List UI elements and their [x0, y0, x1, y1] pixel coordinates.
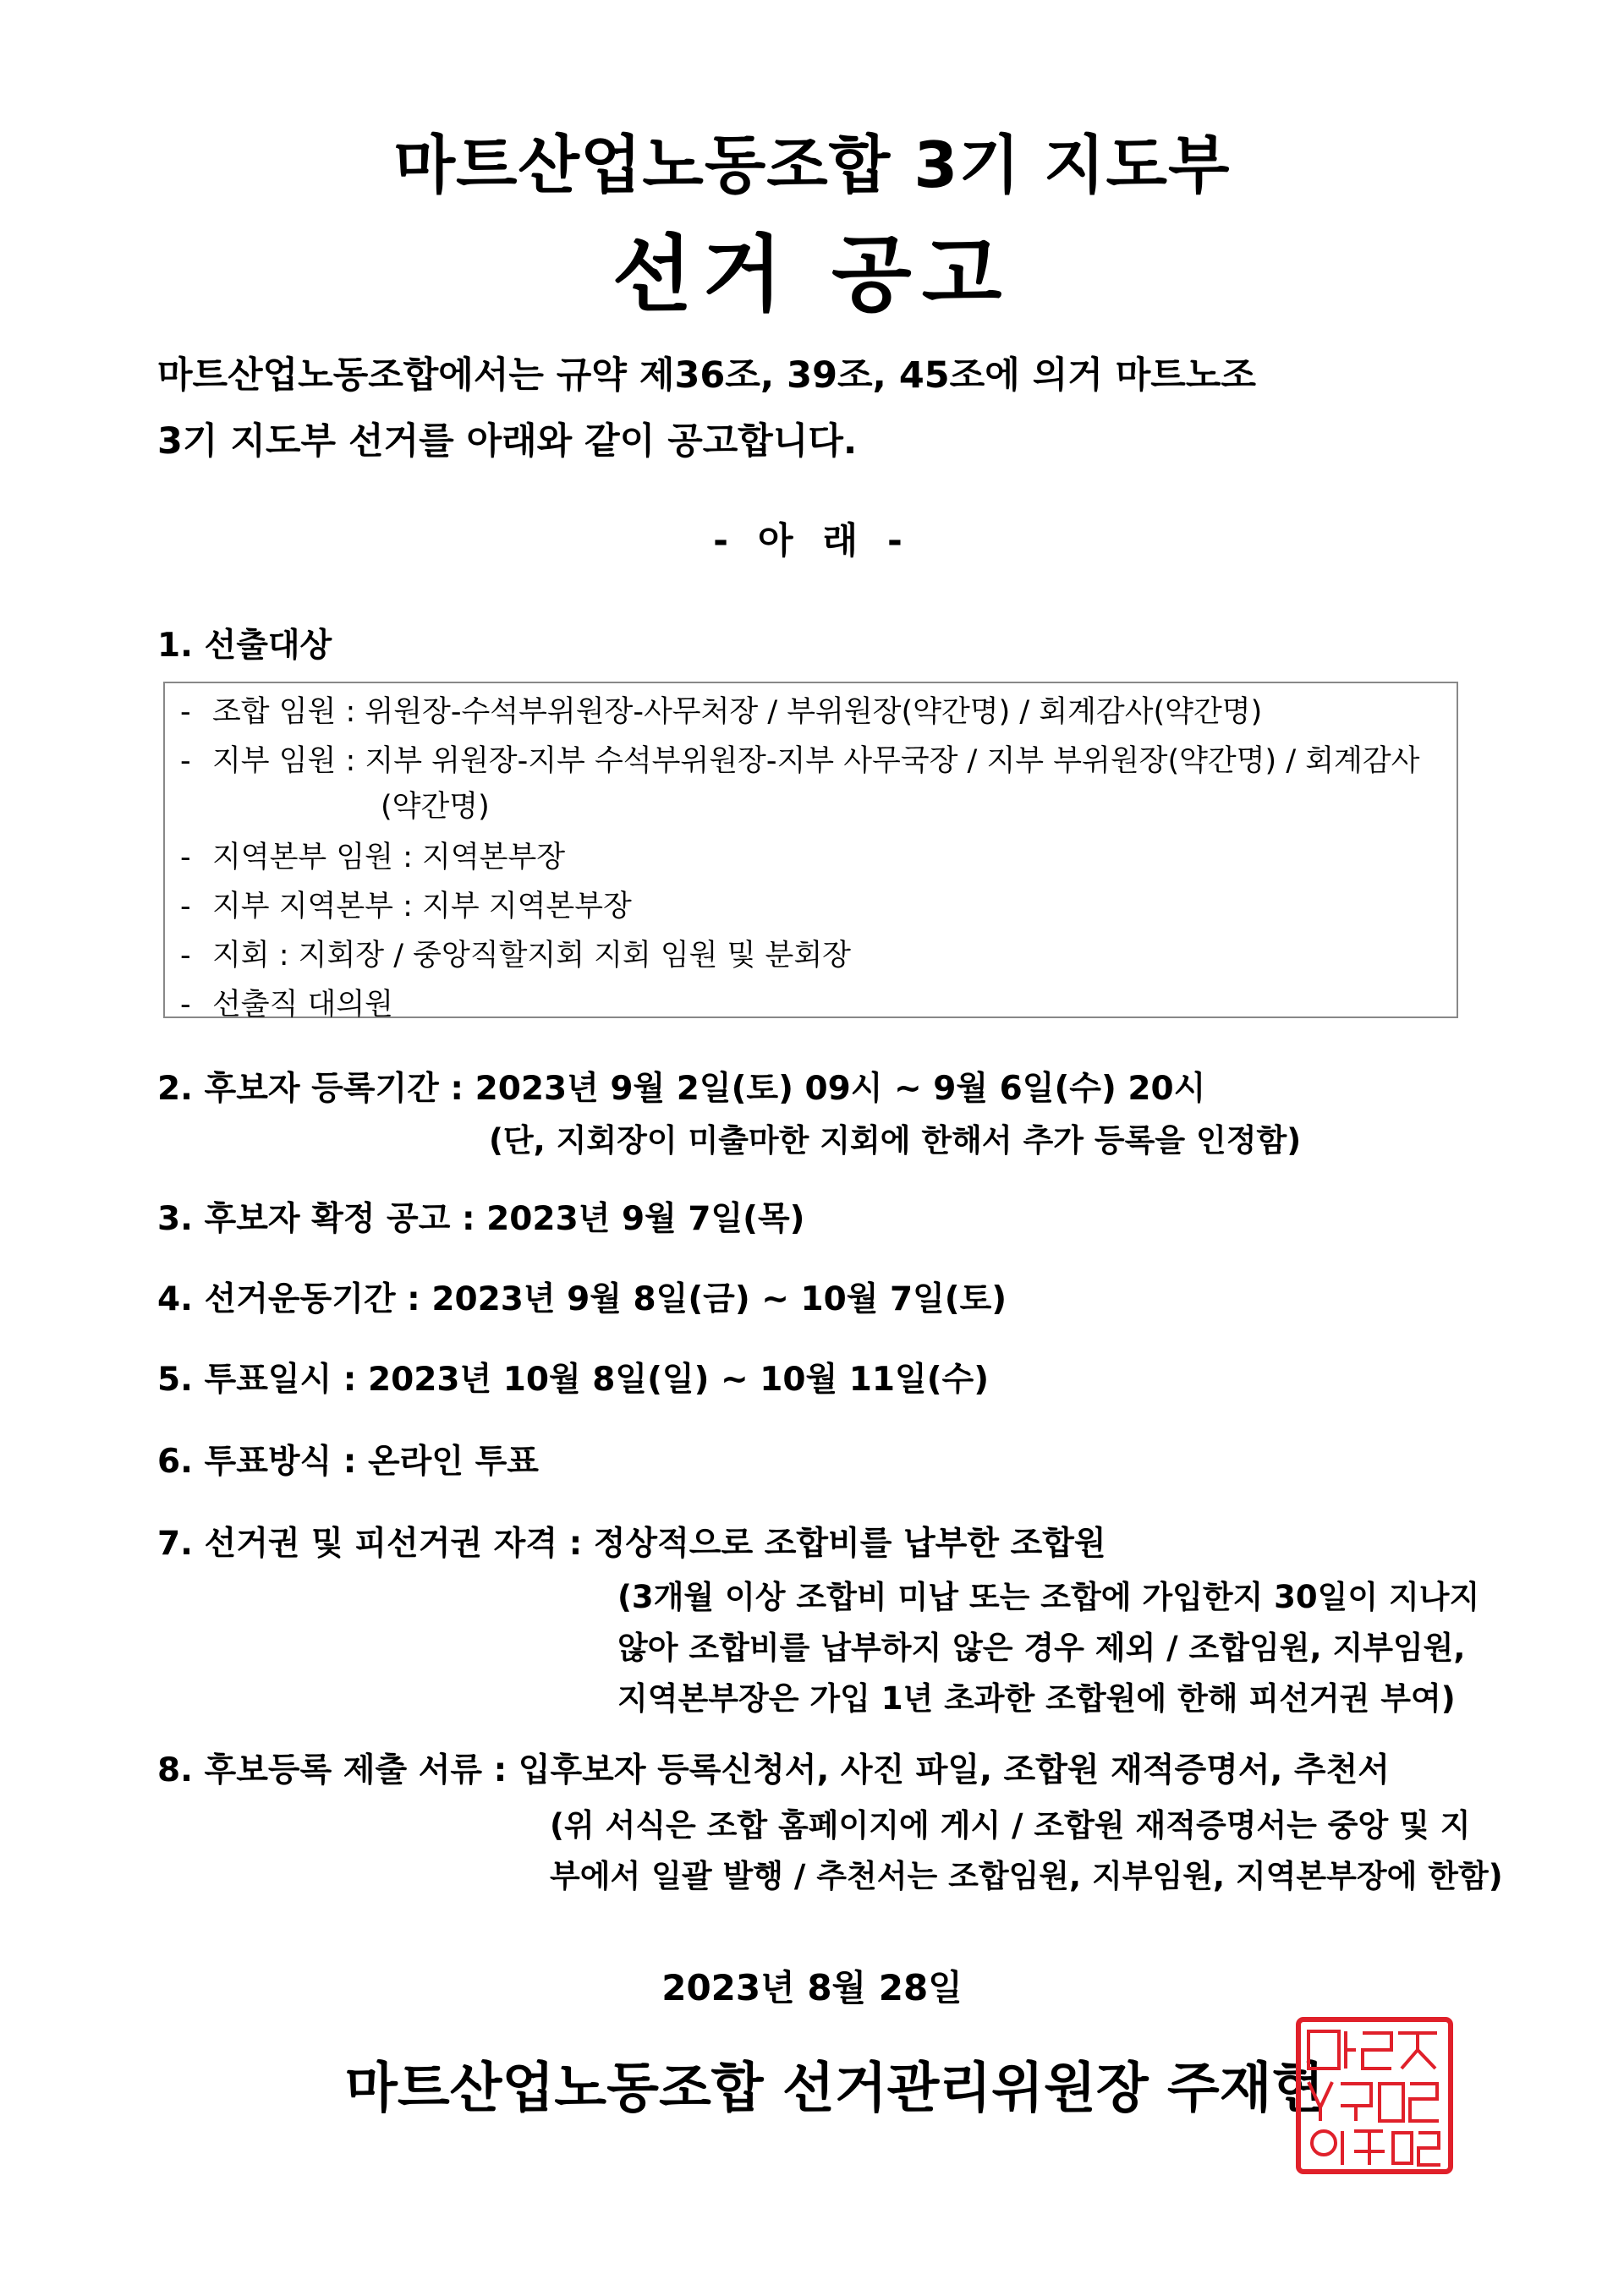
section-4-line: 4. 선거운동기간 : 2023년 9월 8일(금) ~ 10월 7일(토) — [157, 1280, 1007, 1318]
list-item: - 지부 지역본부 : 지부 지역본부장 — [180, 890, 632, 923]
list-item: - 지회 : 지회장 / 중앙직할지회 지회 임원 및 분회장 — [180, 939, 851, 973]
section-7-line: 7. 선거권 및 피선거권 자격 : 정상적으로 조합비를 납부한 조합원 — [157, 1525, 1106, 1563]
section-1-heading: 1. 선출대상 — [157, 627, 332, 665]
section-7-note-2: 않아 조합비를 납부하지 않은 경우 제외 / 조합임원, 지부임원, — [617, 1630, 1466, 1666]
list-item: - 선출직 대의원 — [180, 988, 393, 1022]
section-5-line: 5. 투표일시 : 2023년 10월 8일(일) ~ 10월 11일(수) — [157, 1361, 990, 1399]
section-8-note-1: (위 서식은 조합 홈페이지에 게시 / 조합원 재적증명서는 중앙 및 지 — [550, 1807, 1471, 1844]
list-item-continuation: (약간명) — [381, 790, 490, 824]
intro-line-1: 마트산업노동조합에서는 규약 제36조, 39조, 45조에 의거 마트노조 — [157, 354, 1256, 397]
section-2-note: (단, 지회장이 미출마한 지회에 한해서 추가 등록을 인정함) — [489, 1122, 1302, 1159]
list-item: - 지부 임원 : 지부 위원장-지부 수석부위원장-지부 사무국장 / 지부 부위원장(약간명) / 회계감사 — [180, 744, 1420, 778]
section-7-note-3: 지역본부장은 가입 1년 초과한 조합원에 한해 피선거권 부여) — [617, 1680, 1456, 1717]
official-seal-icon — [1295, 2016, 1454, 2175]
intro-line-2: 3기 지도부 선거를 아래와 같이 공고합니다. — [157, 420, 858, 463]
section-3-line: 3. 후보자 확정 공고 : 2023년 9월 7일(목) — [157, 1200, 805, 1238]
section-2-line: 2. 후보자 등록기간 : 2023년 9월 2일(토) 09시 ~ 9월 6일(수) 20시 — [157, 1070, 1206, 1108]
signature-line: 마트산업노동조합 선거관리위원장 주재현 — [345, 2058, 1325, 2120]
section-6-line: 6. 투표방식 : 온라인 투표 — [157, 1443, 539, 1481]
list-item: - 조합 임원 : 위원장-수석부위원장-사무처장 / 부위원장(약간명) / 회계감사(약간명) — [180, 695, 1263, 729]
section-8-line: 8. 후보등록 제출 서류 : 입후보자 등록신청서, 사진 파일, 조합원 재적증명서, 추천서 — [157, 1751, 1390, 1789]
section-8-note-2: 부에서 일괄 발행 / 추천서는 조합임원, 지부임원, 지역본부장에 한함) — [550, 1858, 1503, 1894]
list-item: - 지역본부 임원 : 지역본부장 — [180, 841, 566, 874]
notice-title: 마트산업노동조합 3기 지도부 — [393, 128, 1231, 202]
notice-date: 2023년 8월 28일 — [661, 1967, 963, 2008]
section-7-note-1: (3개월 이상 조합비 미납 또는 조합에 가입한지 30일이 지나지 — [617, 1579, 1480, 1615]
election-targets-box — [163, 682, 1458, 1022]
below-heading: - 아 래 - — [713, 520, 911, 562]
notice-subtitle: 선거 공고 — [612, 227, 1012, 323]
